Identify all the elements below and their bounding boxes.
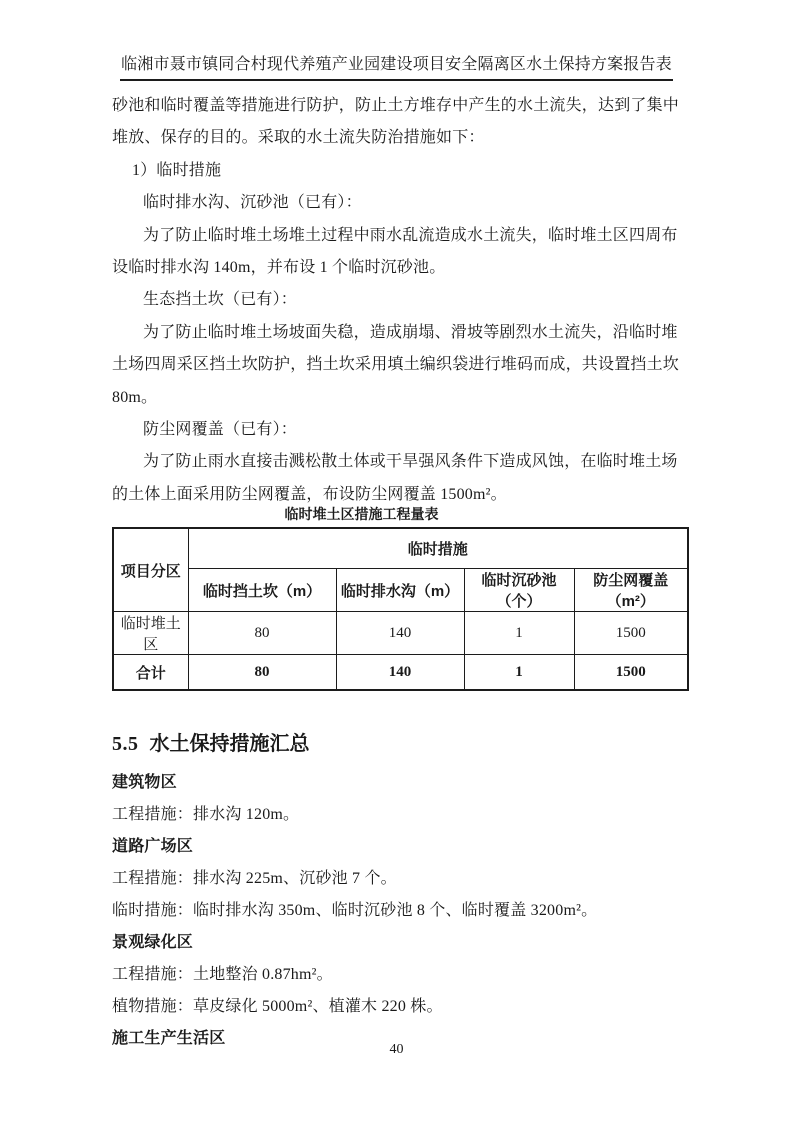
table-cell: 1500 <box>574 612 688 655</box>
table-header-row <box>113 528 688 569</box>
measure-line: 临时措施：临时排水沟 350m、临时沉砂池 8 个、临时覆盖 3200m²。 <box>112 902 598 919</box>
measures-table <box>112 527 689 691</box>
body-text <box>112 90 687 511</box>
table-cell: 80 <box>188 655 336 691</box>
page-header <box>0 55 793 81</box>
paragraph-line: 堆放、保存的目的。采取的水土流失防治措施如下： <box>112 129 485 147</box>
measure-line: 植物措施：草皮绿化 5000m²、植灌木 220 株。 <box>112 998 443 1015</box>
row-label: 临时堆土区 <box>113 612 188 655</box>
row-label: 合计 <box>113 655 188 691</box>
measure-line: 工程措施：土地整治 0.87hm²。 <box>112 966 333 983</box>
section-title: 水土保持措施汇总 <box>149 733 310 755</box>
table-header-group: 临时措施 <box>188 528 688 569</box>
table-caption: 临时堆土区措施工程量表 <box>284 506 439 522</box>
paragraph-line: 为了防止雨水直接击溅松散土体或干旱强风条件下造成风蚀，在临时堆土场 <box>143 453 678 471</box>
paragraph-line: 为了防止临时堆土场坡面失稳，造成崩塌、滑坡等剧烈水土流失，沿临时堆 <box>143 323 678 341</box>
zone-title: 道路广场区 <box>112 838 194 855</box>
paragraph-line: 防尘网覆盖（已有）： <box>143 420 298 438</box>
table-header-cell: 临时挡土坎（m） <box>188 569 336 612</box>
section-heading <box>112 731 310 757</box>
zone-title: 景观绿化区 <box>112 934 194 951</box>
paragraph-line: 土场四周采区挡土坎防护，挡土坎采用填土编织袋进行堆码而成，共设置挡土坎 <box>112 356 680 374</box>
paragraph-line: 设临时排水沟 140m，并布设 1 个临时沉砂池。 <box>112 258 446 276</box>
table-cell: 80 <box>188 612 336 655</box>
paragraph-line: 砂池和临时覆盖等措施进行防护，防止土方堆存中产生的水土流失，达到了集中 <box>112 97 680 114</box>
table-cell: 140 <box>336 655 464 691</box>
table-total-row <box>113 655 688 691</box>
zone-title: 建筑物区 <box>112 774 177 791</box>
table-cell: 1500 <box>574 655 688 691</box>
table-cell: 140 <box>336 612 464 655</box>
zone-title: 施工生产生活区 <box>112 1030 226 1047</box>
paragraph-line: 临时排水沟、沉砂池（已有）： <box>143 194 362 212</box>
summary-block <box>112 767 712 1055</box>
page-number: 40 <box>389 1042 404 1057</box>
table-header-cell: 防尘网覆盖（m²） <box>574 569 688 612</box>
paragraph-line: 的土体上面采用防尘网覆盖，布设防尘网覆盖 1500m²。 <box>112 485 507 503</box>
page-header-title: 临湘市聂市镇同合村现代养殖产业园建设项目安全隔离区水土保持方案报告表 <box>120 55 673 81</box>
table-cell: 1 <box>464 655 574 691</box>
paragraph-line: 80m。 <box>112 388 158 406</box>
measure-line: 工程措施：排水沟 120m。 <box>112 806 300 823</box>
paragraph-line: 为了防止临时堆土场堆土过程中雨水乱流造成水土流失，临时堆土区四周布 <box>143 226 678 244</box>
section-number: 5.5 <box>112 733 139 755</box>
table-subheader-row <box>113 569 688 612</box>
table-cell: 1 <box>464 612 574 655</box>
paragraph-line: 生态挡土坎（已有）： <box>143 291 298 309</box>
page-footer <box>0 1042 793 1058</box>
table-header-cell: 临时沉砂池（个） <box>464 569 574 612</box>
table-header-project-zone: 项目分区 <box>113 528 188 612</box>
table-header-cell: 临时排水沟（m） <box>336 569 464 612</box>
paragraph-line: 1）临时措施 <box>132 161 222 179</box>
measure-line: 工程措施：排水沟 225m、沉砂池 7 个。 <box>112 870 397 887</box>
table-row <box>113 612 688 655</box>
